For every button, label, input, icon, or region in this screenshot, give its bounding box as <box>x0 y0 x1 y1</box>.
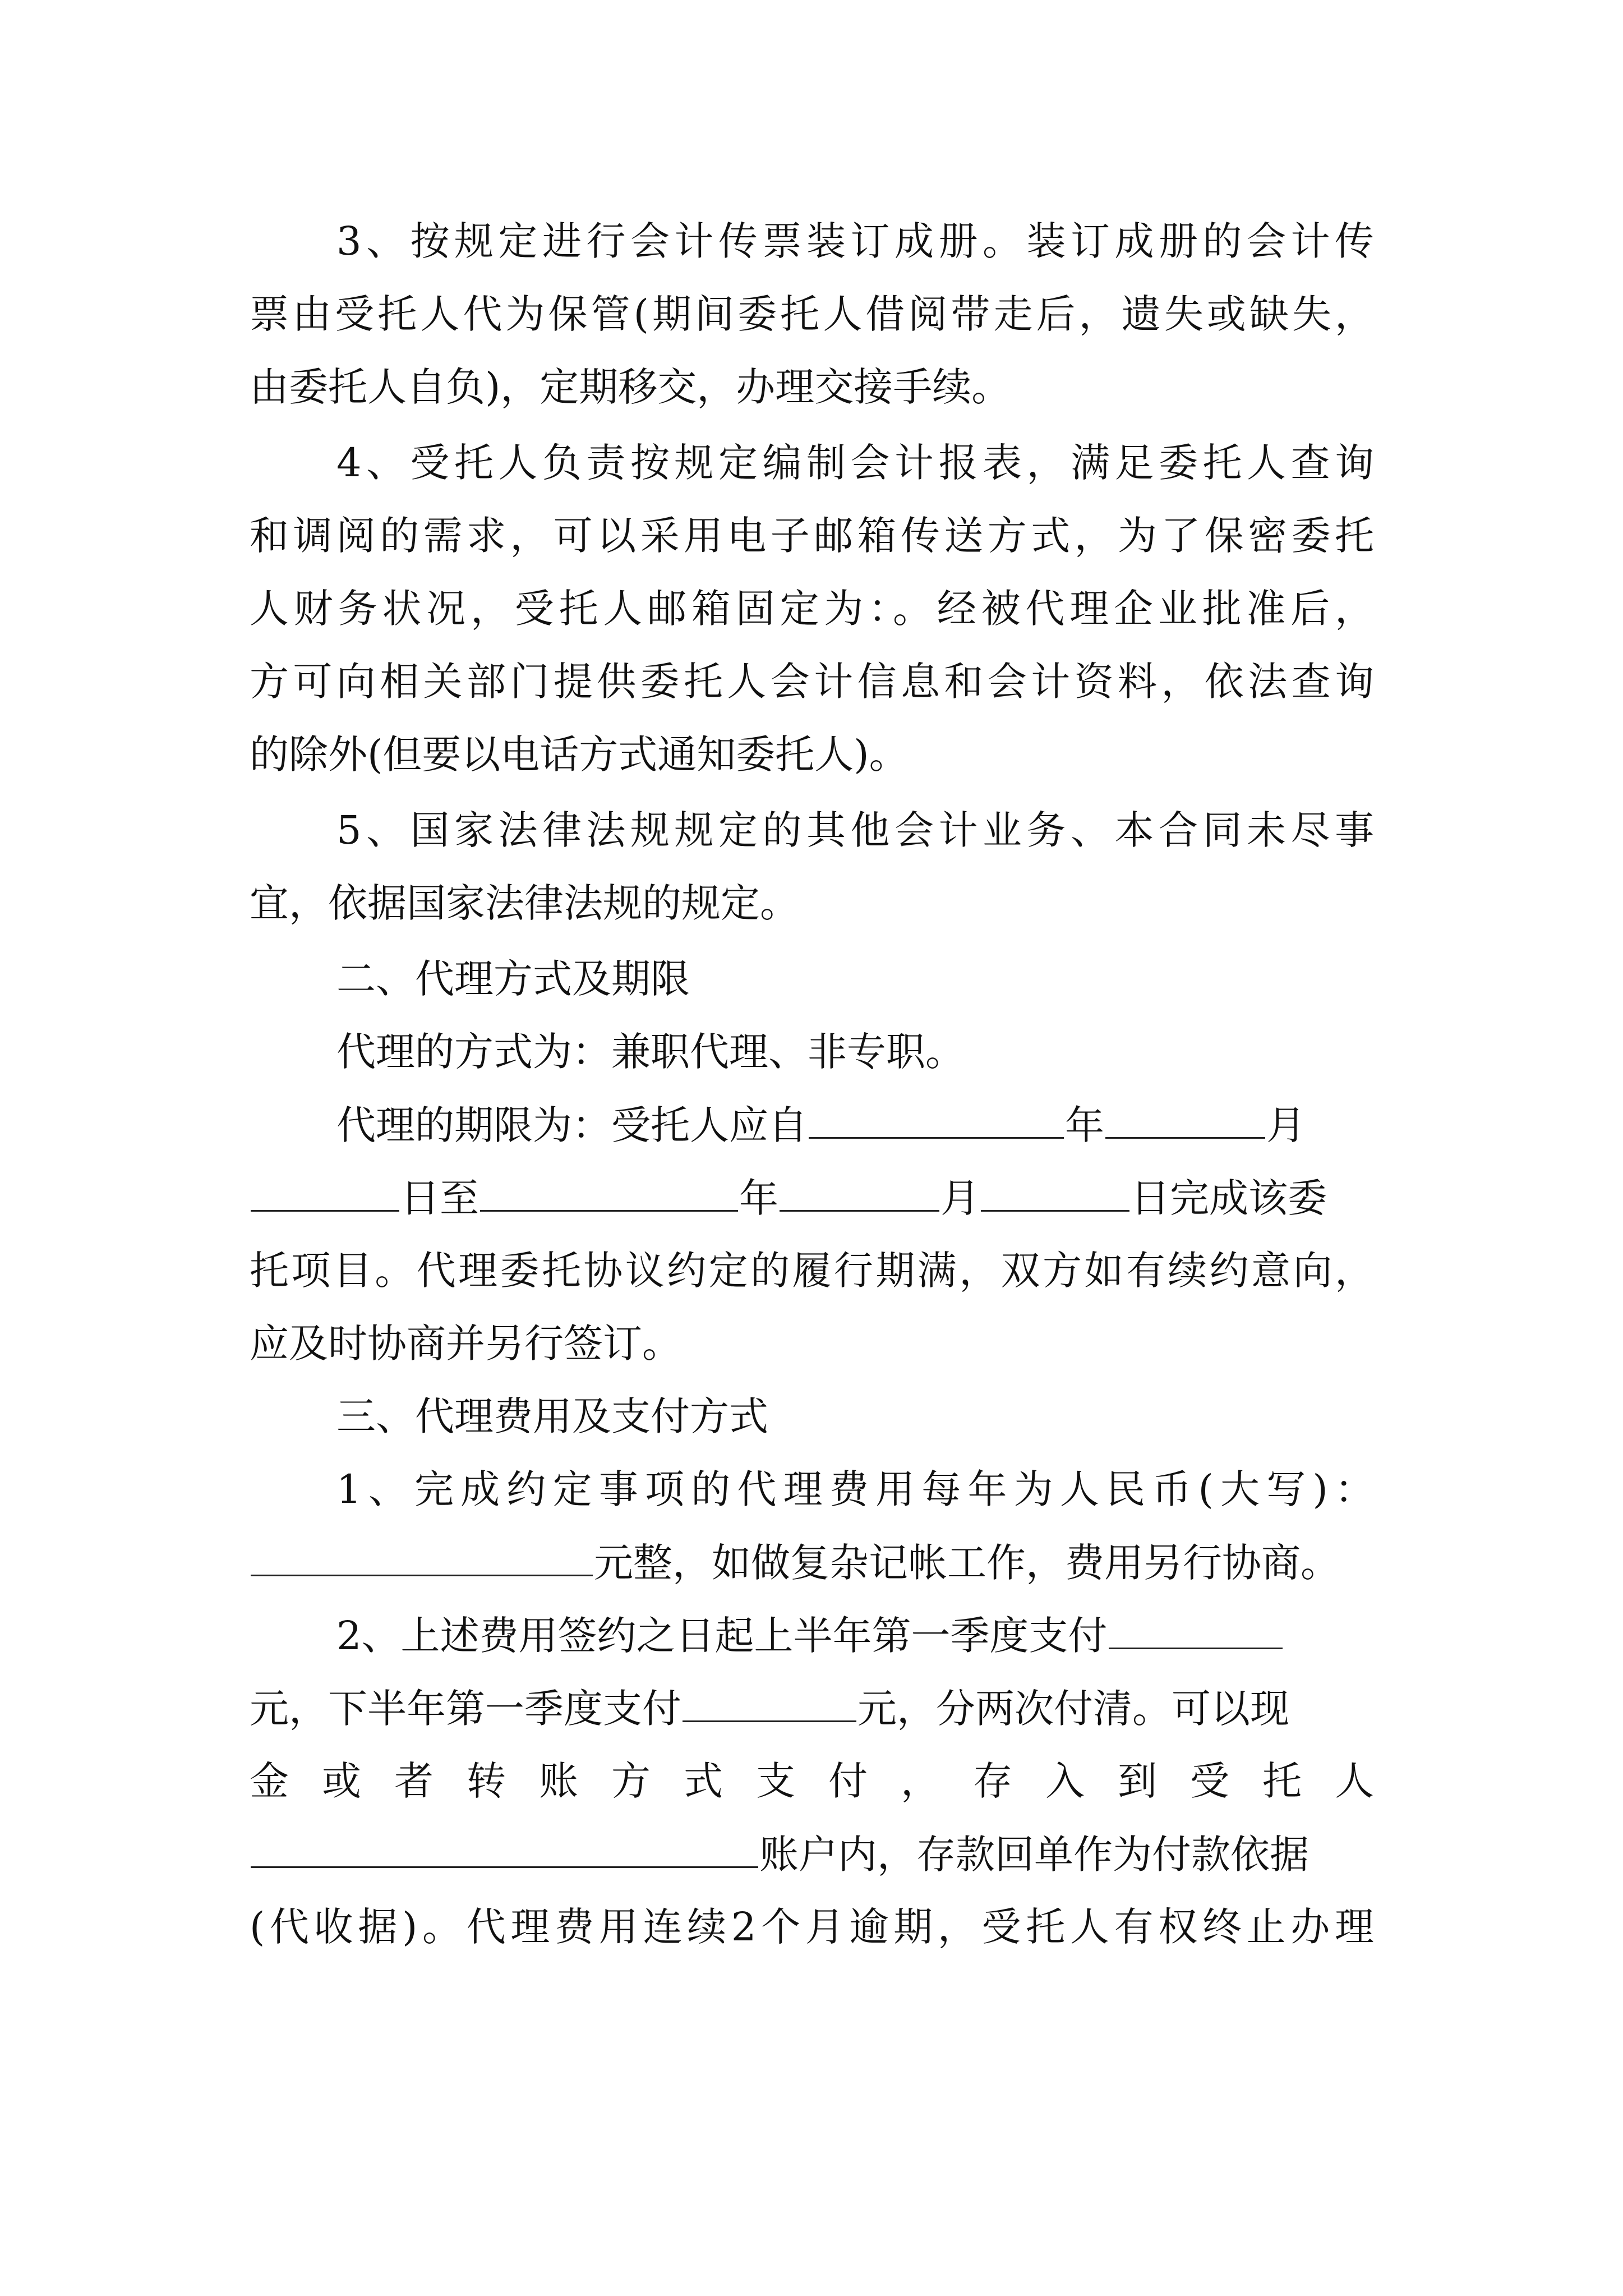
day-blank[interactable] <box>251 1170 399 1212</box>
paragraph-line: 3、按规定进行会计传票装订成册。装订成册的会计传 <box>336 218 1374 264</box>
first-payment-blank[interactable] <box>1109 1607 1283 1649</box>
year-blank[interactable] <box>480 1170 738 1212</box>
paragraph-line: 的除外(但要以电话方式通知委托人)。 <box>250 731 909 777</box>
term-text: 代理的期限为：受托人应自 <box>336 1102 808 1148</box>
payment-text: 元，下半年第一季度支付 <box>250 1686 681 1732</box>
section-heading: 二、代理方式及期限 <box>336 956 690 1002</box>
paragraph-line: 应及时协商并另行签订。 <box>250 1320 681 1366</box>
paragraph-line: 由委托人自负)，定期移交，办理交接手续。 <box>250 364 1011 410</box>
month-blank[interactable] <box>780 1170 939 1212</box>
section-heading: 三、代理费用及支付方式 <box>336 1393 768 1439</box>
term-text: 年 <box>1065 1102 1104 1148</box>
paragraph-line: 和调阅的需求，可以采用电子邮箱传送方式，为了保密委托 <box>250 513 1374 559</box>
fee-amount-line <box>250 1534 1374 1590</box>
paragraph-line: 代理的方式为：兼职代理、非专职。 <box>336 1029 965 1075</box>
term-line-2 <box>250 1170 1374 1226</box>
payment-line-3: 金 或 者 转 账 方 式 支 付 ， 存 入 到 受 托 人 <box>250 1758 1374 1804</box>
paragraph-line: 5、国家法律法规规定的其他会计业务、本合同未尽事 <box>336 807 1374 853</box>
paragraph-line: (代收据)。代理费用连续2个月逾期，受托人有权终止办理 <box>250 1904 1374 1950</box>
term-text: 月 <box>1266 1102 1306 1148</box>
paragraph-line: 票由受托人代为保管(期间委托人借阅带走后，遗失或缺失， <box>250 291 1374 337</box>
payment-text: 账户内，存款回单作为付款依据 <box>759 1832 1309 1878</box>
term-text: 日完成该委 <box>1131 1175 1327 1221</box>
paragraph-line: 宜，依据国家法律法规的规定。 <box>250 880 799 926</box>
payment-line-2 <box>250 1680 1374 1736</box>
month-blank[interactable] <box>1105 1097 1265 1139</box>
account-blank[interactable] <box>251 1826 758 1868</box>
term-line-1 <box>336 1097 1374 1153</box>
paragraph-line: 人财务状况，受托人邮箱固定为：。经被代理企业批准后， <box>250 586 1374 632</box>
day-blank[interactable] <box>981 1170 1129 1212</box>
payment-line-4 <box>250 1826 1374 1882</box>
term-text: 年 <box>739 1175 778 1221</box>
paragraph-line: 1、完成约定事项的代理费用每年为人民币(大写)： <box>336 1466 1374 1512</box>
payment-text: 元，分两次付清。可以现 <box>857 1686 1289 1732</box>
paragraph-line: 方可向相关部门提供委托人会计信息和会计资料，依法查询 <box>250 659 1374 705</box>
amount-blank[interactable] <box>251 1534 593 1576</box>
second-payment-blank[interactable] <box>683 1680 856 1722</box>
term-text: 月 <box>940 1175 980 1221</box>
paragraph-line: 4、受托人负责按规定编制会计报表，满足委托人查询 <box>336 440 1374 486</box>
payment-text: 2、上述费用签约之日起上半年第一季度支付 <box>336 1613 1108 1659</box>
payment-line-1 <box>336 1607 1374 1663</box>
year-blank[interactable] <box>809 1097 1064 1139</box>
term-text: 日至 <box>400 1175 479 1221</box>
paragraph-line: 托项目。代理委托协议约定的履行期满，双方如有续约意向， <box>250 1248 1374 1294</box>
fee-text: 元整，如做复杂记帐工作，费用另行协商。 <box>594 1540 1340 1586</box>
